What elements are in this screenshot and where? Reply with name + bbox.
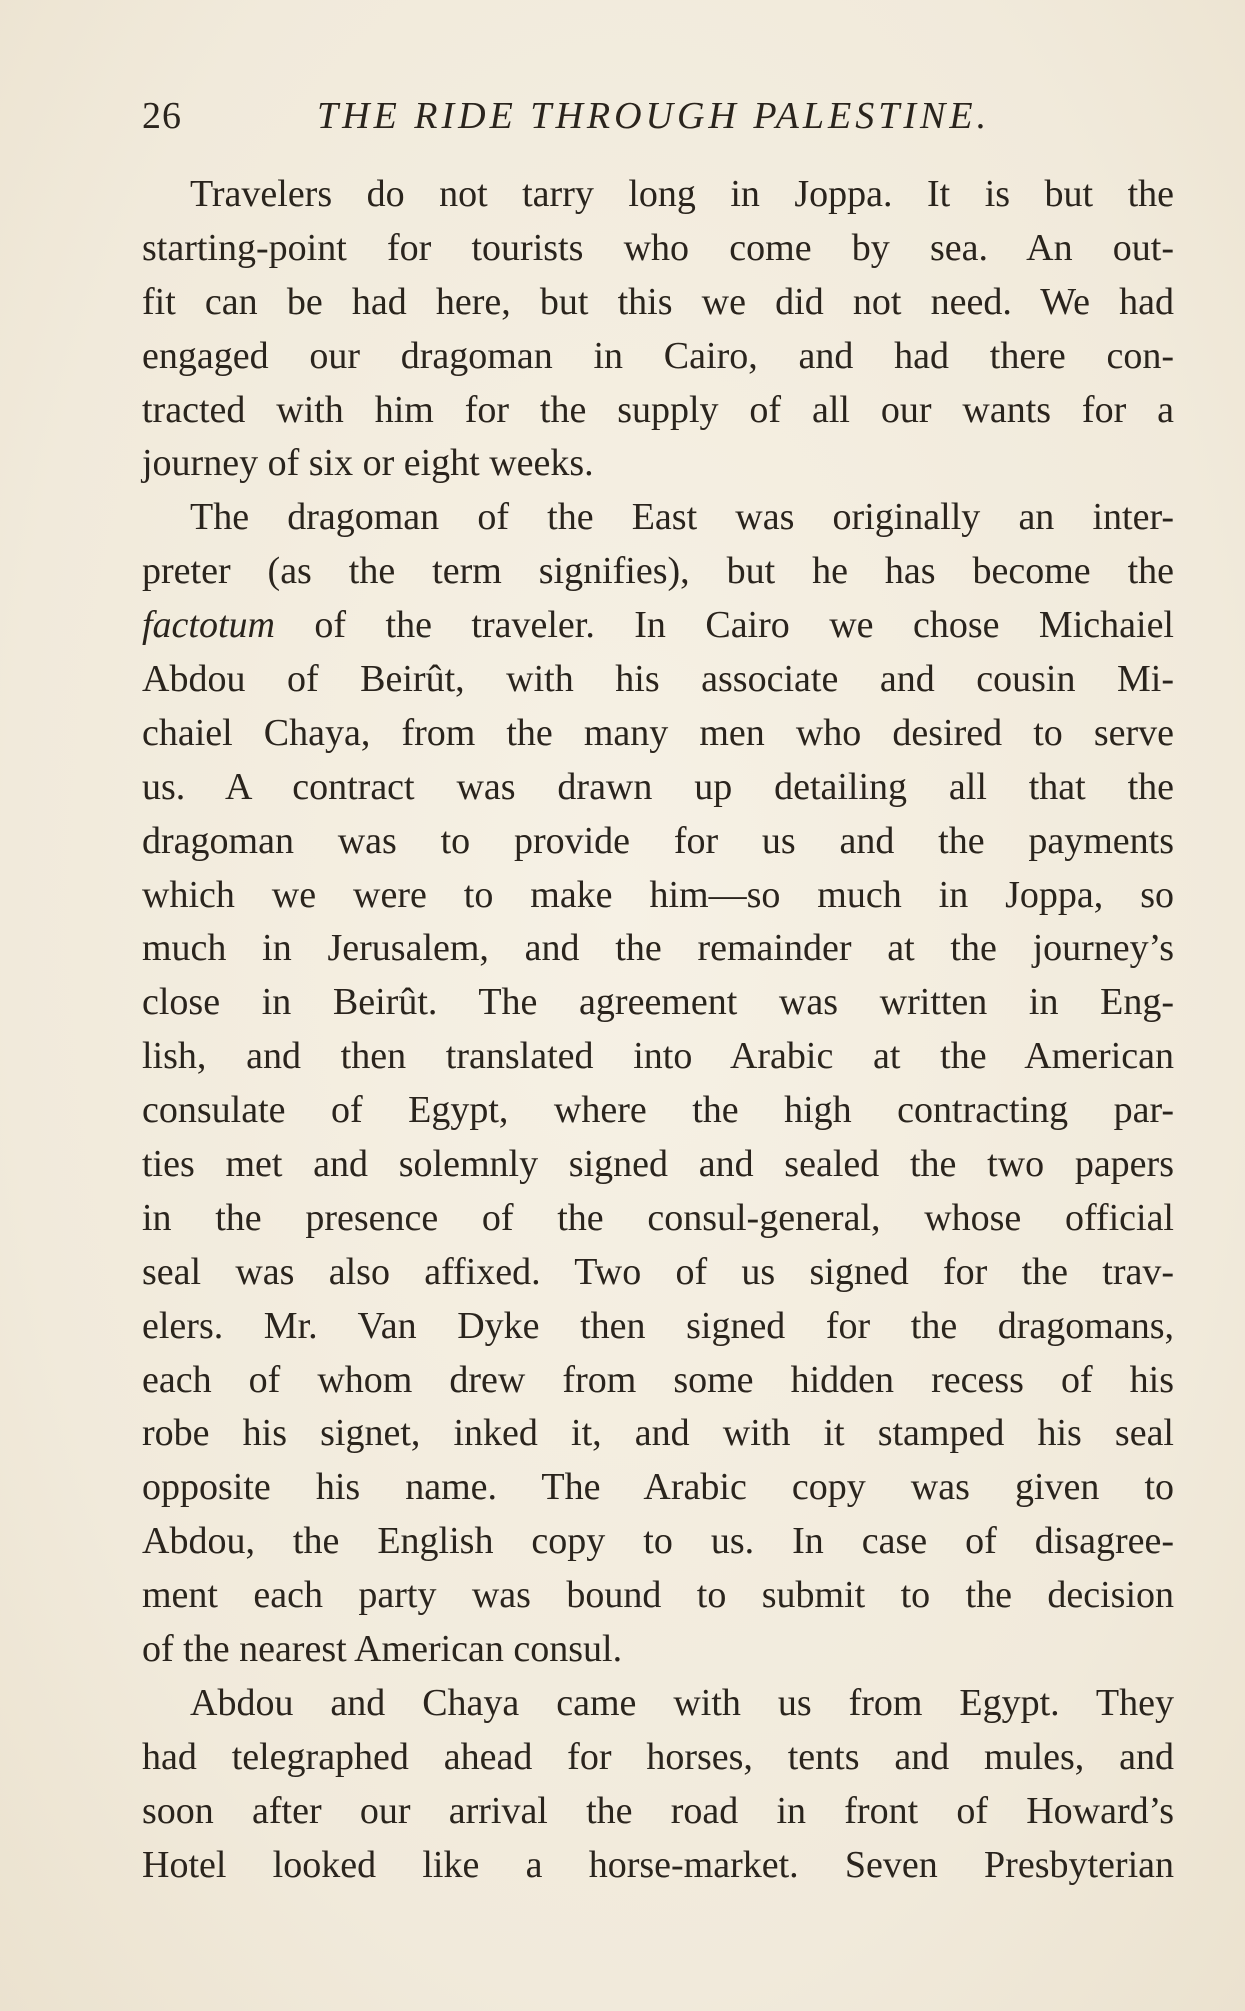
text-line: The dragoman of the East was originally an inter-	[190, 496, 1174, 539]
text-line: robe his signet, inked it, and with it stamped his seal	[142, 1412, 1174, 1455]
text-line: fit can be had here, but this we did not need. We had	[142, 280, 1174, 323]
text-line: in the presence of the consul-general, whose official	[142, 1196, 1174, 1239]
paragraph	[142, 491, 1174, 1677]
running-title: THE RIDE THROUGH PALESTINE.	[317, 95, 991, 137]
text-line: each of whom drew from some hidden recess of his	[142, 1358, 1174, 1401]
body-text	[142, 168, 1174, 1893]
text-line: starting-point for tourists who come by sea. An out-	[142, 226, 1174, 269]
text-line: us. A contract was drawn up detailing all that the	[142, 765, 1174, 808]
text-line: preter (as the term signifies), but he has become the	[142, 550, 1174, 593]
text-line: tracted with him for the supply of all our wants for a	[142, 388, 1174, 431]
text-line: dragoman was to provide for us and the payments	[142, 819, 1174, 862]
italic-word: factotum	[142, 604, 275, 647]
text-line: of the nearest American consul.	[142, 1628, 623, 1671]
text-line: opposite his name. The Arabic copy was given to	[142, 1466, 1174, 1509]
text-line: elers. Mr. Van Dyke then signed for the dragomans,	[142, 1304, 1174, 1347]
text-line: had telegraphed ahead for horses, tents and mules, and	[142, 1735, 1174, 1778]
paragraph	[142, 168, 1174, 491]
text-line: chaiel Chaya, from the many men who desired to serve	[142, 711, 1174, 754]
text-line: Abdou and Chaya came with us from Egypt. They	[190, 1681, 1174, 1724]
text-line: Hotel looked like a horse-market. Seven Presbyterian	[142, 1843, 1174, 1886]
text-line: seal was also affixed. Two of us signed for the trav-	[142, 1250, 1174, 1293]
text-line: lish, and then translated into Arabic at the American	[142, 1035, 1174, 1078]
text-line: ment each party was bound to submit to the decision	[142, 1574, 1174, 1617]
text-line: Abdou of Beirût, with his associate and cousin Mi-	[142, 658, 1174, 701]
paragraph	[142, 1677, 1174, 1893]
text-line: much in Jerusalem, and the remainder at the journey’s	[142, 927, 1174, 970]
text-line: close in Beirût. The agreement was written in Eng-	[142, 981, 1174, 1024]
text-line: Abdou, the English copy to us. In case of disagree-	[142, 1520, 1174, 1563]
text-line: which we were to make him—so much in Joppa, so	[142, 873, 1174, 916]
text-line: ties met and solemnly signed and sealed the two papers	[142, 1143, 1174, 1186]
text-line	[142, 599, 1174, 653]
text-line: journey of six or eight weeks.	[142, 442, 594, 485]
text-run: of the traveler. In Cairo we chose Michaiel	[274, 604, 1174, 647]
running-head	[142, 92, 1010, 140]
page-number: 26	[142, 95, 182, 137]
text-line: consulate of Egypt, where the high contracting par-	[142, 1089, 1174, 1132]
text-line: soon after our arrival the road in front of Howard’s	[142, 1789, 1174, 1832]
text-line: Travelers do not tarry long in Joppa. It is but the	[190, 173, 1174, 215]
text-line: engaged our dragoman in Cairo, and had there con-	[142, 334, 1174, 377]
